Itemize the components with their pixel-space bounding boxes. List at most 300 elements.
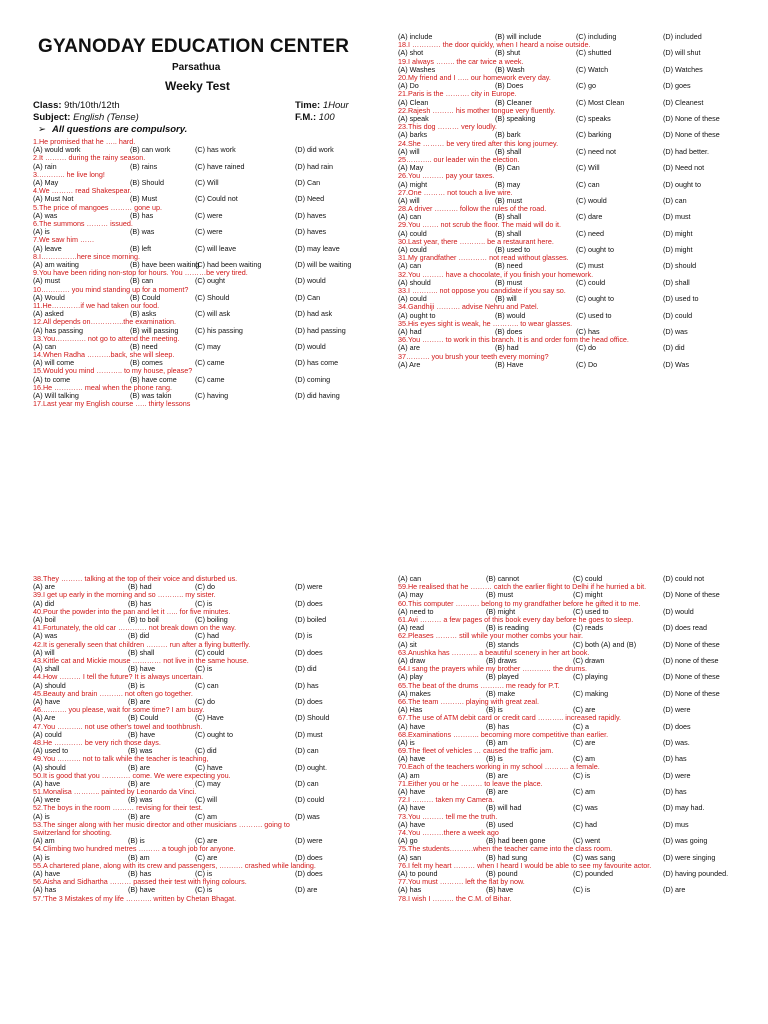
option-a[interactable]: (A) barks: [398, 130, 428, 140]
option-d[interactable]: (D) none of these: [663, 655, 719, 665]
option-d[interactable]: (D) Cleanest: [663, 97, 704, 107]
option-c[interactable]: (C) is: [573, 885, 591, 895]
option-d[interactable]: (D) haves: [295, 227, 327, 237]
option-d[interactable]: (D) coming: [295, 374, 331, 384]
option-b[interactable]: (B) is: [128, 836, 145, 846]
option-b[interactable]: (B) left: [130, 243, 152, 253]
option-a[interactable]: (A) has: [398, 885, 422, 895]
option-a[interactable]: (A) May: [398, 163, 424, 173]
option-d[interactable]: (D) did: [295, 664, 317, 674]
option-a[interactable]: (A) is: [398, 737, 415, 747]
option-b[interactable]: (B) is: [128, 680, 145, 690]
option-b[interactable]: (B) cannot: [486, 575, 520, 583]
option-a[interactable]: (A) could: [33, 729, 62, 739]
option-d[interactable]: (D) does: [295, 598, 323, 608]
option-d[interactable]: (D) had rain: [295, 161, 333, 171]
option-d[interactable]: (D) had passing: [295, 325, 346, 335]
option-a[interactable]: (A) is: [33, 811, 50, 821]
option-a[interactable]: (A) Are: [33, 713, 56, 723]
option-d[interactable]: (D) could not: [663, 575, 705, 583]
option-c[interactable]: (C) will leave: [195, 243, 237, 253]
option-d[interactable]: (D) ought.: [295, 762, 327, 772]
option-b[interactable]: (B) have: [128, 729, 156, 739]
option-d[interactable]: (D) does: [295, 869, 323, 879]
option-d[interactable]: (D) boiled: [295, 614, 327, 624]
option-d[interactable]: (D) Can: [295, 177, 321, 187]
option-c[interactable]: (C) could: [576, 277, 606, 287]
option-a[interactable]: (A) shot: [398, 48, 424, 58]
option-d[interactable]: (D) None of these: [663, 639, 720, 649]
option-b[interactable]: (B) Must: [130, 194, 158, 204]
option-d[interactable]: (D) None of these: [663, 672, 720, 682]
option-b[interactable]: (B) has: [128, 598, 152, 608]
option-c[interactable]: (C) have rained: [195, 161, 245, 171]
option-b[interactable]: (B) need: [495, 261, 523, 271]
option-a[interactable]: (A) is: [33, 227, 50, 237]
option-a[interactable]: (A) am: [33, 836, 55, 846]
option-c[interactable]: (C) has: [576, 327, 600, 337]
option-c[interactable]: (C) ought to: [195, 729, 233, 739]
option-d[interactable]: (D) haves: [295, 210, 327, 220]
option-a[interactable]: (A) has: [33, 885, 57, 895]
option-c[interactable]: (C) came: [195, 374, 225, 384]
option-c[interactable]: (C) Do: [576, 359, 598, 369]
option-c[interactable]: (C) could: [573, 575, 603, 583]
option-d[interactable]: (D) shall: [663, 277, 690, 287]
option-b[interactable]: (B) have come: [130, 374, 177, 384]
option-a[interactable]: (A) Washes: [398, 64, 436, 74]
option-c[interactable]: (C) playing: [573, 672, 608, 682]
option-b[interactable]: (B) will had: [486, 803, 522, 813]
option-c[interactable]: (C) would: [576, 195, 607, 205]
option-d[interactable]: (D) were: [663, 770, 691, 780]
option-d[interactable]: (D) could: [295, 795, 325, 805]
option-a[interactable]: (A) rain: [33, 161, 57, 171]
option-b[interactable]: (B) has: [130, 210, 154, 220]
option-b[interactable]: (B) have been waiting: [130, 259, 200, 269]
option-a[interactable]: (A) might: [398, 179, 428, 189]
option-c[interactable]: (C) ought to: [576, 245, 614, 255]
option-d[interactable]: (D) None of these: [663, 113, 720, 123]
option-b[interactable]: (B) shall: [495, 228, 522, 238]
option-a[interactable]: (A) was: [33, 631, 58, 641]
option-a[interactable]: (A) include: [398, 33, 433, 41]
option-c[interactable]: (C) were: [195, 210, 223, 220]
option-c[interactable]: (C) is: [195, 664, 213, 674]
option-b[interactable]: (B) am: [128, 852, 150, 862]
option-d[interactable]: (D) are: [663, 885, 686, 895]
option-d[interactable]: (D) will be waiting: [295, 259, 352, 269]
option-c[interactable]: (C) went: [573, 836, 601, 846]
option-a[interactable]: (A) am waiting: [33, 259, 79, 269]
option-b[interactable]: (B) can work: [130, 145, 171, 155]
option-b[interactable]: (B) would: [495, 310, 526, 320]
option-d[interactable]: (D) was.: [663, 737, 690, 747]
option-c[interactable]: (C) making: [573, 688, 609, 698]
option-c[interactable]: (C) pounded: [573, 869, 613, 879]
option-a[interactable]: (A) should: [33, 762, 66, 772]
option-c[interactable]: (C) might: [573, 590, 603, 600]
option-b[interactable]: (B) Does: [495, 81, 524, 91]
option-b[interactable]: (B) was: [130, 227, 155, 237]
option-b[interactable]: (B) Have: [495, 359, 524, 369]
option-c[interactable]: (C) dare: [576, 212, 603, 222]
option-d[interactable]: (D) may had.: [663, 803, 705, 813]
option-b[interactable]: (B) comes: [130, 358, 163, 368]
option-c[interactable]: (C) are: [195, 836, 218, 846]
option-c[interactable]: (C) did: [195, 746, 217, 756]
option-b[interactable]: (B) will passing: [130, 325, 179, 335]
option-d[interactable]: (D) did: [663, 343, 685, 353]
option-d[interactable]: (D) will shut: [663, 48, 701, 58]
option-c[interactable]: (C) shutted: [576, 48, 612, 58]
option-c[interactable]: (C) ought: [195, 276, 225, 286]
option-d[interactable]: (D) are: [295, 885, 318, 895]
option-b[interactable]: (B) may: [495, 179, 521, 189]
option-b[interactable]: (B) must: [495, 277, 523, 287]
option-d[interactable]: (D) goes: [663, 81, 691, 91]
option-d[interactable]: (D) Need not: [663, 163, 705, 173]
option-b[interactable]: (B) shall: [495, 146, 522, 156]
option-a[interactable]: (A) should: [33, 680, 66, 690]
option-b[interactable]: (B) shall: [128, 647, 155, 657]
option-b[interactable]: (B) Can: [495, 163, 520, 173]
option-d[interactable]: (D) could: [663, 310, 693, 320]
option-d[interactable]: (D) can: [663, 195, 687, 205]
option-c[interactable]: (C) including: [576, 33, 617, 41]
option-c[interactable]: (C) is: [195, 885, 213, 895]
option-a[interactable]: (A) could: [398, 228, 427, 238]
option-c[interactable]: (C) used to: [576, 310, 612, 320]
option-a[interactable]: (A) will: [398, 195, 420, 205]
option-b[interactable]: (B) used: [486, 819, 514, 829]
option-d[interactable]: (D) would: [663, 606, 694, 616]
option-d[interactable]: (D) does read: [663, 623, 707, 633]
option-d[interactable]: (D) were: [295, 582, 323, 592]
option-c[interactable]: (C) do: [195, 582, 215, 592]
option-d[interactable]: (D) must: [663, 212, 691, 222]
option-d[interactable]: (D) may leave: [295, 243, 340, 253]
option-c[interactable]: (C) both (A) and (B): [573, 639, 637, 649]
option-c[interactable]: (C) Should: [195, 292, 230, 302]
option-b[interactable]: (B) need: [130, 341, 158, 351]
option-c[interactable]: (C) are: [573, 737, 596, 747]
option-d[interactable]: (D) was: [663, 327, 688, 337]
option-b[interactable]: (B) is: [486, 754, 503, 764]
option-b[interactable]: (B) does: [495, 327, 523, 337]
option-b[interactable]: (B) shall: [495, 212, 522, 222]
option-b[interactable]: (B) rains: [130, 161, 158, 171]
option-b[interactable]: (B) will include: [495, 33, 542, 41]
option-a[interactable]: (A) are: [398, 343, 420, 353]
option-a[interactable]: (A) Do: [398, 81, 419, 91]
option-c[interactable]: (C) will: [195, 795, 217, 805]
option-d[interactable]: (D) has come: [295, 358, 339, 368]
option-b[interactable]: (B) has: [128, 869, 152, 879]
option-a[interactable]: (A) have: [398, 787, 426, 797]
option-b[interactable]: (B) Could: [128, 713, 159, 723]
option-b[interactable]: (B) asks: [130, 309, 157, 319]
option-d[interactable]: (D) might: [663, 245, 693, 255]
option-c[interactable]: (C) go: [576, 81, 596, 91]
option-d[interactable]: (D) should: [663, 261, 697, 271]
option-c[interactable]: (C) am: [573, 787, 595, 797]
option-c[interactable]: (C) having: [195, 391, 229, 401]
option-a[interactable]: (A) Are: [398, 359, 421, 369]
option-c[interactable]: (C) came: [195, 358, 225, 368]
option-a[interactable]: (A) speak: [398, 113, 429, 123]
option-d[interactable]: (D) used to: [663, 294, 699, 304]
option-a[interactable]: (A) used to: [33, 746, 69, 756]
option-a[interactable]: (A) may: [398, 590, 424, 600]
option-b[interactable]: (B) used to: [495, 245, 531, 255]
option-c[interactable]: (C) used to: [573, 606, 609, 616]
option-c[interactable]: (C) ought to: [576, 294, 614, 304]
option-a[interactable]: (A) to pound: [398, 869, 438, 879]
option-d[interactable]: (D) Can: [295, 292, 321, 302]
option-d[interactable]: (D) Was: [663, 359, 690, 369]
option-b[interactable]: (B) did: [128, 631, 150, 641]
option-c[interactable]: (C) boiling: [195, 614, 228, 624]
option-a[interactable]: (A) Clean: [398, 97, 429, 107]
option-d[interactable]: (D) had ask: [295, 309, 333, 319]
option-a[interactable]: (A) can: [398, 261, 422, 271]
option-a[interactable]: (A) have: [33, 696, 61, 706]
option-b[interactable]: (B) might: [486, 606, 516, 616]
option-d[interactable]: (D) might: [663, 228, 693, 238]
option-a[interactable]: (A) need to: [398, 606, 434, 616]
option-a[interactable]: (A) will come: [33, 358, 75, 368]
option-a[interactable]: (A) can: [398, 212, 422, 222]
option-c[interactable]: (C) Will: [576, 163, 600, 173]
option-a[interactable]: (A) Will talking: [33, 391, 79, 401]
option-b[interactable]: (B) had been gone: [486, 836, 546, 846]
option-c[interactable]: (C) Could not: [195, 194, 238, 204]
option-c[interactable]: (C) may: [195, 778, 221, 788]
option-a[interactable]: (A) would work: [33, 145, 81, 155]
option-a[interactable]: (A) have: [398, 803, 426, 813]
option-a[interactable]: (A) go: [398, 836, 418, 846]
option-d[interactable]: (D) can: [295, 746, 319, 756]
option-a[interactable]: (A) was: [33, 210, 58, 220]
option-b[interactable]: (B) Wash: [495, 64, 525, 74]
option-b[interactable]: (B) can: [130, 276, 154, 286]
option-a[interactable]: (A) were: [33, 795, 61, 805]
option-a[interactable]: (A) have: [398, 754, 426, 764]
option-d[interactable]: (D) were: [295, 836, 323, 846]
option-b[interactable]: (B) am: [486, 737, 508, 747]
option-c[interactable]: (C) had been waiting: [195, 259, 262, 269]
option-a[interactable]: (A) asked: [33, 309, 64, 319]
option-a[interactable]: (A) ought to: [398, 310, 436, 320]
option-b[interactable]: (B) is: [486, 705, 503, 715]
option-c[interactable]: (C) has work: [195, 145, 236, 155]
option-c[interactable]: (C) may: [195, 341, 221, 351]
option-a[interactable]: (A) Has: [398, 705, 423, 715]
option-c[interactable]: (C) was: [573, 803, 598, 813]
option-c[interactable]: (C) do: [195, 696, 215, 706]
option-b[interactable]: (B) had: [495, 343, 519, 353]
option-a[interactable]: (A) have: [398, 819, 426, 829]
option-c[interactable]: (C) could: [195, 647, 225, 657]
option-b[interactable]: (B) was takin: [130, 391, 172, 401]
option-a[interactable]: (A) can: [33, 341, 57, 351]
option-b[interactable]: (B) have: [128, 664, 156, 674]
option-d[interactable]: (D) Should: [295, 713, 330, 723]
option-a[interactable]: (A) will: [398, 146, 420, 156]
option-a[interactable]: (A) could: [398, 294, 427, 304]
option-c[interactable]: (C) do: [576, 343, 596, 353]
option-d[interactable]: (D) would: [295, 276, 326, 286]
option-c[interactable]: (C) is: [195, 869, 213, 879]
option-c[interactable]: (C) can: [576, 179, 600, 189]
option-c[interactable]: (C) Watch: [576, 64, 609, 74]
option-c[interactable]: (C) need: [576, 228, 604, 238]
option-b[interactable]: (B) pound: [486, 869, 518, 879]
option-b[interactable]: (B) shut: [495, 48, 521, 58]
option-a[interactable]: (A) Must Not: [33, 194, 74, 204]
option-d[interactable]: (D) Need: [295, 194, 325, 204]
option-a[interactable]: (A) will: [33, 647, 55, 657]
option-b[interactable]: (B) Cleaner: [495, 97, 532, 107]
option-d[interactable]: (D) having pounded.: [663, 869, 729, 879]
option-b[interactable]: (B) are: [128, 696, 150, 706]
option-b[interactable]: (B) speaking: [495, 113, 536, 123]
option-d[interactable]: (D) is: [295, 631, 313, 641]
option-a[interactable]: (A) must: [33, 276, 61, 286]
option-d[interactable]: (D) does: [663, 721, 691, 731]
option-b[interactable]: (B) played: [486, 672, 519, 682]
option-c[interactable]: (C) was sang: [573, 852, 616, 862]
option-c[interactable]: (C) barking: [576, 130, 612, 140]
option-c[interactable]: (C) are: [573, 705, 596, 715]
option-c[interactable]: (C) am: [195, 811, 217, 821]
option-b[interactable]: (B) bark: [495, 130, 521, 140]
option-c[interactable]: (C) are: [195, 852, 218, 862]
option-a[interactable]: (A) makes: [398, 688, 431, 698]
option-d[interactable]: (D) can: [295, 778, 319, 788]
option-d[interactable]: (D) has: [663, 754, 687, 764]
option-a[interactable]: (A) have: [33, 869, 61, 879]
option-c[interactable]: (C) speaks: [576, 113, 611, 123]
option-c[interactable]: (C) will ask: [195, 309, 231, 319]
option-b[interactable]: (B) is reading: [486, 623, 529, 633]
option-a[interactable]: (A) should: [398, 277, 431, 287]
option-b[interactable]: (B) are: [128, 762, 150, 772]
option-a[interactable]: (A) shall: [33, 664, 60, 674]
option-a[interactable]: (A) has passing: [33, 325, 83, 335]
option-b[interactable]: (B) must: [495, 195, 523, 205]
option-a[interactable]: (A) had: [398, 327, 422, 337]
option-c[interactable]: (C) his passing: [195, 325, 243, 335]
option-c[interactable]: (C) Have: [195, 713, 224, 723]
option-b[interactable]: (B) make: [486, 688, 516, 698]
option-d[interactable]: (D) must: [295, 729, 323, 739]
option-a[interactable]: (A) play: [398, 672, 423, 682]
option-a[interactable]: (A) boil: [33, 614, 56, 624]
option-b[interactable]: (B) Could: [130, 292, 161, 302]
option-a[interactable]: (A) sit: [398, 639, 417, 649]
option-b[interactable]: (B) have: [486, 885, 514, 895]
option-d[interactable]: (D) would: [295, 341, 326, 351]
option-c[interactable]: (C) reads: [573, 623, 603, 633]
option-c[interactable]: (C) must: [576, 261, 604, 271]
option-c[interactable]: (C) were: [195, 227, 223, 237]
option-b[interactable]: (B) Should: [130, 177, 164, 187]
option-c[interactable]: (C) had: [573, 819, 597, 829]
option-b[interactable]: (B) are: [486, 787, 508, 797]
option-a[interactable]: (A) san: [398, 852, 422, 862]
option-a[interactable]: (A) can: [398, 575, 422, 583]
option-c[interactable]: (C) is: [195, 598, 213, 608]
option-d[interactable]: (D) included: [663, 33, 702, 41]
option-d[interactable]: (D) did work: [295, 145, 334, 155]
option-b[interactable]: (B) must: [486, 590, 514, 600]
option-a[interactable]: (A) is: [33, 852, 50, 862]
option-d[interactable]: (D) Watches: [663, 64, 703, 74]
option-a[interactable]: (A) have: [33, 778, 61, 788]
option-b[interactable]: (B) had sung: [486, 852, 528, 862]
option-d[interactable]: (D) did having: [295, 391, 340, 401]
option-a[interactable]: (A) am: [398, 770, 420, 780]
option-a[interactable]: (A) are: [33, 582, 55, 592]
option-c[interactable]: (C) can: [195, 680, 219, 690]
option-b[interactable]: (B) was: [128, 795, 153, 805]
option-d[interactable]: (D) was going: [663, 836, 708, 846]
option-b[interactable]: (B) has: [486, 721, 510, 731]
option-a[interactable]: (A) could: [398, 245, 427, 255]
option-c[interactable]: (C) is: [573, 770, 591, 780]
option-c[interactable]: (C) need not: [576, 146, 616, 156]
option-d[interactable]: (D) were singing: [663, 852, 716, 862]
option-a[interactable]: (A) Would: [33, 292, 65, 302]
option-b[interactable]: (B) to boil: [128, 614, 159, 624]
option-d[interactable]: (D) does: [295, 647, 323, 657]
option-d[interactable]: (D) mus: [663, 819, 689, 829]
option-d[interactable]: (D) has: [663, 787, 687, 797]
option-c[interactable]: (C) Most Clean: [576, 97, 625, 107]
option-c[interactable]: (C) drawn: [573, 655, 605, 665]
option-b[interactable]: (B) stands: [486, 639, 519, 649]
option-d[interactable]: (D) None of these: [663, 590, 720, 600]
option-c[interactable]: (C) Will: [195, 177, 219, 187]
option-b[interactable]: (B) draws: [486, 655, 517, 665]
option-d[interactable]: (D) was: [295, 811, 320, 821]
option-b[interactable]: (B) are: [486, 770, 508, 780]
option-d[interactable]: (D) were: [663, 705, 691, 715]
option-b[interactable]: (B) are: [128, 778, 150, 788]
option-a[interactable]: (A) have: [398, 721, 426, 731]
option-d[interactable]: (D) has: [295, 680, 319, 690]
option-c[interactable]: (C) had: [195, 631, 219, 641]
option-b[interactable]: (B) had: [128, 582, 152, 592]
option-c[interactable]: (C) a: [573, 721, 589, 731]
option-a[interactable]: (A) leave: [33, 243, 62, 253]
option-d[interactable]: (D) does: [295, 696, 323, 706]
option-a[interactable]: (A) did: [33, 598, 55, 608]
option-c[interactable]: (C) am: [573, 754, 595, 764]
option-a[interactable]: (A) May: [33, 177, 59, 187]
option-b[interactable]: (B) are: [128, 811, 150, 821]
option-a[interactable]: (A) read: [398, 623, 424, 633]
option-a[interactable]: (A) to come: [33, 374, 71, 384]
option-c[interactable]: (C) have: [195, 762, 223, 772]
option-d[interactable]: (D) None of these: [663, 688, 720, 698]
option-d[interactable]: (D) had better.: [663, 146, 709, 156]
option-d[interactable]: (D) does: [295, 852, 323, 862]
option-b[interactable]: (B) have: [128, 885, 156, 895]
option-d[interactable]: (D) ought to: [663, 179, 701, 189]
